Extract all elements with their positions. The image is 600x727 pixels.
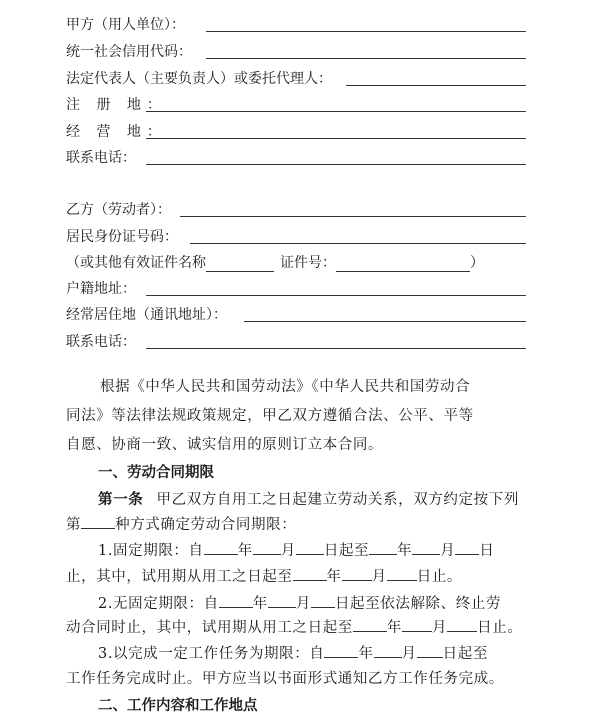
open-start-year-input[interactable] [219, 593, 253, 608]
open-term-line-1 [98, 593, 501, 613]
intro-line-2: 同法》等法律法规政策规定，甲乙双方遵循合法、公平、平等 [66, 408, 474, 424]
open-probation-prefix: 动合同时止，其中，试用期从用工之日起至 [66, 620, 353, 636]
party-b-residence-label: 经常居住地（通讯地址）： [66, 307, 227, 323]
task-start-year-label: 年 [358, 646, 374, 662]
party-b-name-input[interactable] [180, 216, 526, 217]
party-a-credit-code-row [66, 41, 526, 61]
party-a-legal-rep-input[interactable] [346, 85, 526, 86]
fixed-term-line-2 [66, 566, 462, 586]
open-probation-day-label: 日止。 [477, 620, 523, 636]
party-b-other-id-number-input[interactable] [336, 256, 470, 272]
open-probation-day-input[interactable] [447, 617, 477, 632]
fixed-term-line-1 [98, 540, 495, 560]
fixed-end-month-label: 月 [440, 543, 456, 559]
fixed-probation-month-input[interactable] [342, 566, 372, 581]
party-b-hukou-input[interactable] [146, 295, 526, 296]
party-b-other-id-name-input[interactable] [206, 256, 274, 272]
task-start-month-input[interactable] [374, 643, 402, 658]
section-1-heading: 一、劳动合同期限 [98, 465, 214, 481]
open-probation-month-input[interactable] [402, 617, 432, 632]
task-start-month-label: 月 [401, 646, 417, 662]
party-b-id-input[interactable] [190, 243, 526, 244]
open-start-month-label: 月 [295, 596, 311, 612]
task-term-line-2: 工作任务完成时止。甲方应当以书面形式通知乙方工作任务完成。 [66, 671, 504, 687]
party-b-name-label: 乙方（劳动者）： [66, 202, 171, 218]
open-probation-year-input[interactable] [353, 617, 387, 632]
party-a-phone-row [66, 147, 526, 167]
party-a-name-input[interactable] [206, 31, 526, 32]
article-1-line-2 [66, 514, 296, 534]
term-option-input[interactable] [81, 514, 115, 529]
party-b-residence-row [66, 304, 526, 324]
fixed-day-from-label: 日起至 [323, 543, 370, 559]
party-a-name-label: 甲方（用人单位）： [66, 17, 185, 33]
task-term-prefix: 3.以完成一定工作任务为期限：自 [98, 646, 325, 662]
fixed-end-year-input[interactable] [369, 540, 397, 555]
party-a-reg-address-label: 注 册 地： [66, 97, 167, 113]
fixed-probation-year-label: 年 [326, 569, 342, 585]
party-b-id-row [66, 226, 526, 246]
fixed-end-month-input[interactable] [412, 540, 440, 555]
party-a-name-row [66, 14, 526, 34]
party-b-other-id-open: （或其他有效证件名称 [66, 255, 206, 271]
intro-line-1: 根据《中华人民共和国劳动法》《中华人民共和国劳动合 [100, 379, 471, 395]
party-a-phone-input[interactable] [146, 164, 526, 165]
task-term-until-text: 日起至 [442, 646, 488, 662]
fixed-end-year-label: 年 [397, 543, 413, 559]
task-start-day-input[interactable] [417, 643, 443, 658]
fixed-probation-prefix: 止，其中，试用期从用工之日起至 [66, 569, 293, 585]
intro-line-3: 自愿、协商一致、诚实信用的原则订立本合同。 [66, 437, 384, 453]
article-1-title: 第一条 [98, 492, 144, 508]
open-probation-year-label: 年 [386, 620, 403, 636]
open-term-until-text: 日起至依法解除、终止劳 [334, 596, 502, 612]
fixed-end-day-label: 日 [479, 543, 495, 559]
party-a-credit-code-label: 统一社会信用代码： [66, 44, 192, 60]
party-b-id-label: 居民身份证号码： [66, 229, 178, 245]
party-b-residence-input[interactable] [244, 321, 526, 322]
fixed-start-year-input[interactable] [204, 540, 238, 555]
party-b-phone-label: 联系电话： [66, 334, 136, 350]
fixed-probation-day-input[interactable] [387, 566, 417, 581]
party-a-biz-address-label: 经 营 地： [66, 124, 167, 140]
party-b-name-row [66, 199, 526, 219]
fixed-start-day-input[interactable] [296, 540, 324, 555]
article-1-line-2-post: 种方式确定劳动合同期限： [115, 517, 297, 533]
party-b-other-id-row [66, 252, 526, 272]
fixed-end-day-input[interactable] [455, 540, 479, 555]
party-a-phone-label: 联系电话： [66, 150, 136, 166]
party-a-legal-rep-row [66, 68, 526, 88]
article-1-line-1 [98, 491, 519, 509]
party-b-other-id-mid: 证件号： [280, 255, 336, 271]
party-b-hukou-label: 户籍地址： [66, 281, 136, 297]
fixed-probation-day-label: 日止。 [416, 569, 463, 585]
open-start-day-input[interactable] [311, 593, 335, 608]
open-start-year-label: 年 [252, 596, 268, 612]
party-b-phone-input[interactable] [146, 348, 526, 349]
party-a-biz-address-input[interactable] [146, 138, 526, 139]
fixed-probation-year-input[interactable] [293, 566, 327, 581]
open-term-line-2 [66, 617, 522, 637]
fixed-probation-month-label: 月 [371, 569, 387, 585]
party-a-biz-address-row [66, 121, 526, 141]
section-2-heading: 二、工作内容和工作地点 [98, 698, 258, 714]
fixed-start-month-input[interactable] [253, 540, 281, 555]
fixed-start-month-label: 月 [280, 543, 296, 559]
task-term-line-1 [98, 643, 488, 663]
party-a-reg-address-row [66, 94, 526, 114]
open-probation-month-label: 月 [432, 620, 448, 636]
open-start-month-input[interactable] [268, 593, 296, 608]
party-a-credit-code-input[interactable] [206, 58, 526, 59]
party-b-phone-row [66, 331, 526, 351]
party-a-legal-rep-label: 法定代表人（主要负责人）或委托代理人： [66, 71, 332, 87]
fixed-start-year-label: 年 [237, 543, 253, 559]
fixed-term-prefix: 1.固定期限：自 [98, 543, 204, 559]
party-b-hukou-row [66, 278, 526, 298]
article-1-text: 甲乙双方自用工之日起建立劳动关系，双方约定按下列 [156, 492, 519, 508]
task-start-year-input[interactable] [324, 643, 358, 658]
article-1-line-2-pre: 第 [66, 517, 82, 533]
party-a-reg-address-input[interactable] [146, 111, 526, 112]
party-b-other-id-close: ） [470, 255, 484, 271]
open-term-prefix: 2.无固定期限：自 [98, 596, 219, 612]
